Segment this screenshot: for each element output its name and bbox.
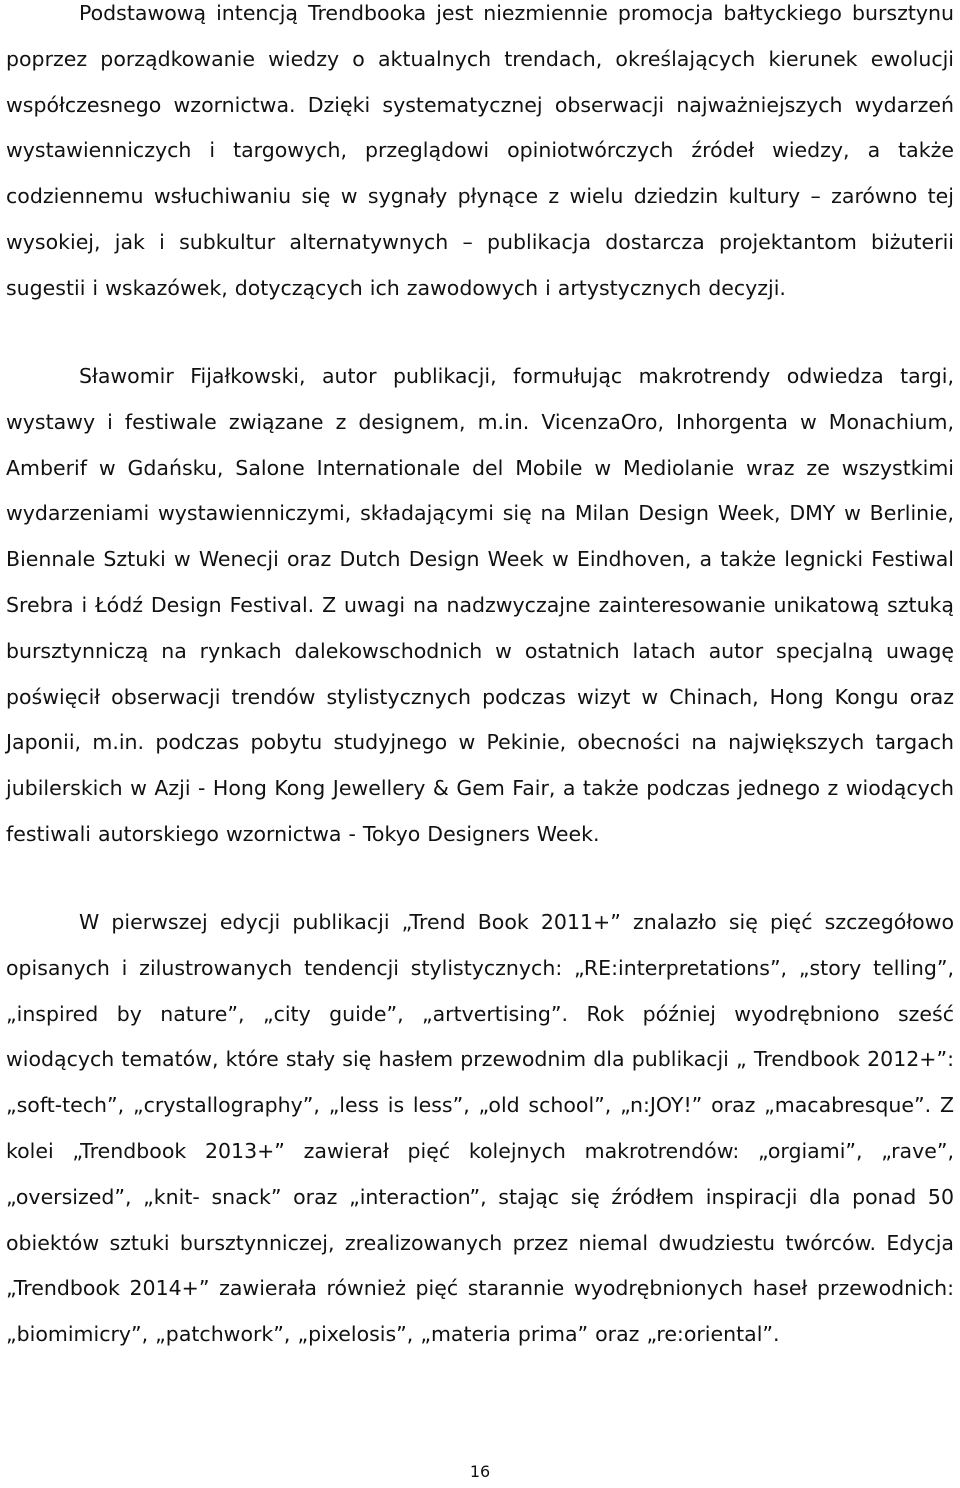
paragraph-intro: Podstawową intencją Trendbooka jest niezmiennie promocja bałtyckiego bursztynu poprzez porządkowanie wiedzy o aktualnych trendach, określających kierunek ewolucji współczesnego wzornictwa. Dzięki systematycznej obserwacji najważniejszych wydarzeń wystawienniczych i targowych, przeglądowi opiniotwórczych źródeł wiedzy, a także codziennemu wsłuchiwaniu się w sygnały płynące z wielu dziedzin kultury – zarówno tej wysokiej, jak i subkultur alternatywnych – publikacja dostarcza projektantom biżuterii sugestii i wskazówek, dotyczących ich zawodowych i artystycznych decyzji. [6, 1, 954, 300]
page-number: 16 [469, 1462, 491, 1481]
paragraph-editions: W pierwszej edycji publikacji „Trend Book 2011+” znalazło się pięć szczegółowo opisanych i zilustrowanych tendencji stylistycznych: „RE:interpretations”, „story telling”, „inspired by nature”, „city guide”, „artvertising”. Rok później wyodrębniono sześć wiodących tematów, które stały się hasłem przewodnim dla publikacji „ Trendbook 2012+”: „soft-tech”, „crystallography”, „less is less”, „old school”, „n:JOY!” oraz „macabresque”. Z kolei „Trendbook 2013+” zawierał pięć kolejnych makrotrendów: „orgiami”, „rave”, „oversized”, „knit- snack” oraz „interaction”, stając się źródłem inspiracji dla ponad 50 obiektów sztuki bursztynniczej, zrealizowanych przez niemal dwudziestu twórców. Edycja „Trendbook 2014+” zawierała również pięć starannie wyodrębnionych haseł przewodnich: „biomimicry”, „patchwork”, „pixelosis”, „materia prima” oraz „re:oriental”. [6, 910, 954, 1347]
paragraph-author: Sławomir Fijałkowski, autor publikacji, formułując makrotrendy odwiedza targi, wystawy i festiwale związane z designem, m.in. VicenzaOro, Inhorgenta w Monachium, Amberif w Gdańsku, Salone Internationale del Mobile w Mediolanie wraz ze wszystkimi wydarzeniami wystawienniczymi, składającymi się na Milan Design Week, DMY w Berlinie, Biennale Sztuki w Wenecji oraz Dutch Design Week w Eindhoven, a także legnicki Festiwal Srebra i Łódź Design Festival. Z uwagi na nadzwyczajne zainteresowanie unikatową sztuką bursztynniczą na rynkach dalekowschodnich w ostatnich latach autor specjalną uwagę poświęcił obserwacji trendów stylistycznych podczas wizyt w Chinach, Hong Kongu oraz Japonii, m.in. podczas pobytu studyjnego w Pekinie, obecności na największych targach jubilerskich w Azji - Hong Kong Jewellery & Gem Fair, a także podczas jednego z wiodących festiwali autorskiego wzornictwa - Tokyo Designers Week. [6, 364, 954, 846]
